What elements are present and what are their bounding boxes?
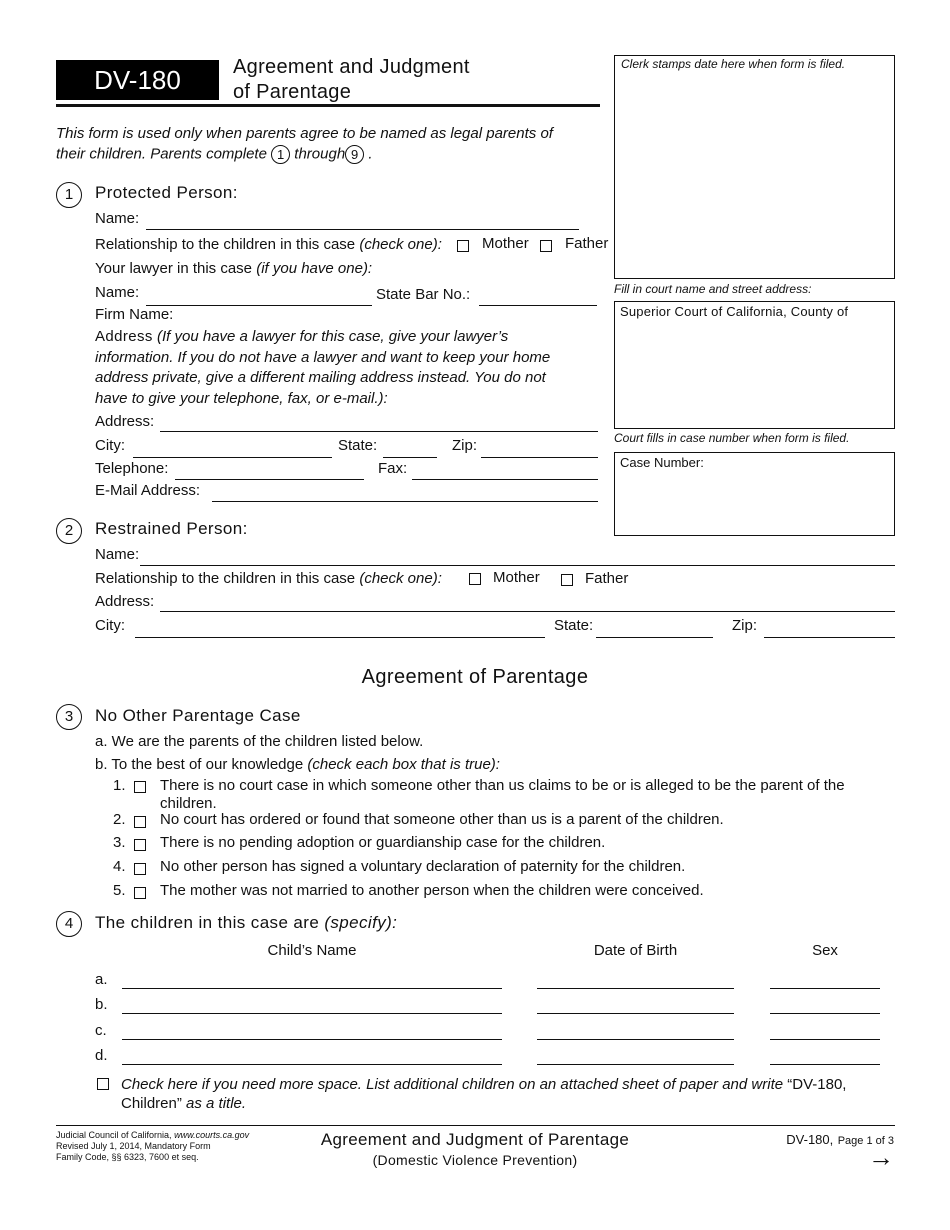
section-2-number: 2 [56, 518, 82, 544]
child-row-c-label: c. [95, 1022, 107, 1039]
s2-state-label: State: [554, 617, 594, 634]
court-caption: Fill in court name and street address: [614, 282, 812, 296]
next-page-arrow-icon[interactable]: → [868, 1142, 894, 1172]
case-number-label: Case Number: [620, 455, 704, 470]
s2-name-field[interactable] [140, 565, 895, 566]
s2-city-label: City: [95, 617, 125, 634]
s2-name-label: Name: [95, 546, 140, 563]
child-row-c-name[interactable] [122, 1039, 502, 1040]
s3-item-a: a. We are the parents of the children listed below. [95, 733, 424, 750]
section-2-title: Restrained Person: [95, 519, 248, 538]
s3-item-2-checkbox[interactable] [134, 816, 146, 828]
s3-item-3-text: There is no pending adoption or guardianship case for the children. [160, 834, 606, 851]
more-space-line2: Children” as a title. [121, 1095, 247, 1112]
clerk-stamp-label: Clerk stamps date here when form is filed. [621, 57, 846, 71]
form-title-line1: Agreement and Judgment [233, 56, 470, 78]
footer-left-line2: Revised July 1, 2014, Mandatory Form [56, 1141, 211, 1151]
s3-item-3-checkbox[interactable] [134, 839, 146, 851]
s1-state-bar-field[interactable] [479, 305, 597, 306]
footer-form-code: DV-180, [786, 1132, 834, 1147]
child-row-c-dob[interactable] [537, 1039, 734, 1040]
s1-telephone-label: Telephone: [95, 460, 169, 477]
case-caption: Court fills in case number when form is filed. [614, 431, 850, 445]
s1-mother-checkbox[interactable] [457, 240, 469, 252]
section-3-number: 3 [56, 704, 82, 730]
s1-father-label: Father [565, 235, 609, 252]
s1-fax-field[interactable] [412, 479, 598, 480]
s3-item-1-text-cont: children. [160, 795, 217, 812]
child-row-d-label: d. [95, 1047, 108, 1064]
s1-address-note-1: Address (If you have a lawyer for this case, give your lawyer’s [95, 328, 509, 345]
s1-name-field[interactable] [146, 229, 579, 230]
s3-item-2-text: No court has ordered or found that someone other than us is a parent of the children. [160, 811, 724, 828]
s3-item-1-num: 1. [113, 777, 126, 794]
s2-father-label: Father [585, 570, 629, 587]
s1-city-label: City: [95, 437, 125, 454]
s2-father-checkbox[interactable] [561, 574, 573, 586]
form-code-badge [56, 60, 219, 100]
section-1-number: 1 [56, 182, 82, 208]
case-number-box[interactable] [614, 452, 895, 536]
s1-name-label: Name: [95, 210, 140, 227]
s1-lawyer-name-label: Name: [95, 284, 140, 301]
s2-address-label: Address: [95, 593, 155, 610]
section-1-title: Protected Person: [95, 183, 238, 202]
agreement-heading: Agreement of Parentage [361, 666, 589, 688]
s3-item-3-num: 3. [113, 834, 126, 851]
child-row-a-sex[interactable] [770, 988, 880, 989]
s2-zip-label: Zip: [732, 617, 758, 634]
s1-city-field[interactable] [133, 457, 332, 458]
clerk-stamp-box [614, 55, 895, 279]
s1-relationship-row: Relationship to the children in this case (check one): [95, 236, 442, 253]
s1-zip-field[interactable] [481, 457, 598, 458]
s2-mother-label: Mother [493, 569, 540, 586]
footer-left-line3: Family Code, §§ 6323, 7600 et seq. [56, 1152, 199, 1162]
s3-item-4-text: No other person has signed a voluntary declaration of paternity for the children. [160, 858, 686, 875]
s1-fax-label: Fax: [378, 460, 408, 477]
s2-zip-field[interactable] [764, 637, 895, 638]
child-row-a-dob[interactable] [537, 988, 734, 989]
child-row-b-name[interactable] [122, 1013, 502, 1014]
s1-zip-label: Zip: [452, 437, 478, 454]
footer-subtitle: (Domestic Violence Prevention) [372, 1152, 578, 1168]
s1-state-label: State: [338, 437, 378, 454]
s2-city-field[interactable] [135, 637, 545, 638]
child-row-b-dob[interactable] [537, 1013, 734, 1014]
s3-item-5-checkbox[interactable] [134, 887, 146, 899]
s2-relationship-row: Relationship to the children in this case (check one): [95, 570, 442, 587]
footer-title: Agreement and Judgment of Parentage [320, 1130, 630, 1149]
s1-firm-name-label: Firm Name: [95, 306, 174, 323]
s3-item-1-text: There is no court case in which someone other than us claims to be or is alleged to be the parent of the [160, 777, 845, 794]
s1-father-checkbox[interactable] [540, 240, 552, 252]
col-sex: Sex [812, 942, 838, 959]
s1-email-field[interactable] [212, 501, 598, 502]
child-row-b-label: b. [95, 996, 108, 1013]
intro-line2: their children. Parents complete 1 through 9 . [56, 145, 373, 163]
s1-address-field[interactable] [160, 431, 598, 432]
child-row-a-name[interactable] [122, 988, 502, 989]
child-row-d-name[interactable] [122, 1064, 502, 1065]
s1-email-label: E-Mail Address: [95, 482, 201, 499]
s3-item-2-num: 2. [113, 811, 126, 828]
s1-address-note-2: information. If you do not have a lawyer and want to keep your home [95, 349, 551, 366]
child-row-a-label: a. [95, 971, 108, 988]
s1-address-note-4: have to give your telephone, fax, or e-mail.): [95, 390, 388, 407]
more-space-line1: Check here if you need more space. List additional children on an attached sheet of paper and write “DV-180, [121, 1076, 847, 1093]
s1-state-bar-label: State Bar No.: [376, 286, 471, 303]
section-3-title: No Other Parentage Case [95, 706, 301, 725]
s3-item-4-num: 4. [113, 858, 126, 875]
court-name-text: Superior Court of California, County of [620, 304, 849, 319]
col-date-of-birth: Date of Birth [593, 942, 678, 959]
s1-lawyer-row: Your lawyer in this case (if you have one): [95, 260, 373, 277]
s3-item-5-num: 5. [113, 882, 126, 899]
s2-mother-checkbox[interactable] [469, 573, 481, 585]
s1-lawyer-name-field[interactable] [146, 305, 372, 306]
child-row-d-sex[interactable] [770, 1064, 880, 1065]
intro-line1: This form is used only when parents agree to be named as legal parents of [56, 125, 553, 142]
intro-num-end: 9 [345, 145, 364, 164]
col-childs-name: Child’s Name [267, 942, 357, 959]
s1-mother-label: Mother [482, 235, 529, 252]
s3-item-b: b. To the best of our knowledge (check each box that is true): [95, 756, 500, 773]
form-code: DV-180 [94, 65, 181, 95]
footer-rule [56, 1125, 895, 1126]
s3-item-1-checkbox[interactable] [134, 781, 146, 793]
s3-item-4-checkbox[interactable] [134, 863, 146, 875]
section-4-number: 4 [56, 911, 82, 937]
form-title-line2: of Parentage [233, 81, 352, 103]
footer-left-line1: Judicial Council of California, www.courts.ca.gov [56, 1130, 250, 1140]
footer-page-number: Page 1 of 3 [837, 1135, 894, 1147]
s1-telephone-field[interactable] [175, 479, 364, 480]
s3-item-5-text: The mother was not married to another person when the children were conceived. [160, 882, 704, 899]
s1-address-label: Address: [95, 413, 155, 430]
s2-address-field[interactable] [160, 611, 895, 612]
child-row-b-sex[interactable] [770, 1013, 880, 1014]
child-row-d-dob[interactable] [537, 1064, 734, 1065]
s1-address-note-3: address private, give a different mailing address instead. You do not [95, 369, 546, 386]
s2-state-field[interactable] [596, 637, 713, 638]
court-name-box[interactable] [614, 301, 895, 429]
intro-num-start: 1 [271, 145, 290, 164]
s1-state-field[interactable] [383, 457, 437, 458]
more-space-checkbox[interactable] [97, 1078, 109, 1090]
section-4-title: The children in this case are (specify): [95, 913, 398, 932]
child-row-c-sex[interactable] [770, 1039, 880, 1040]
header-rule [56, 104, 600, 107]
